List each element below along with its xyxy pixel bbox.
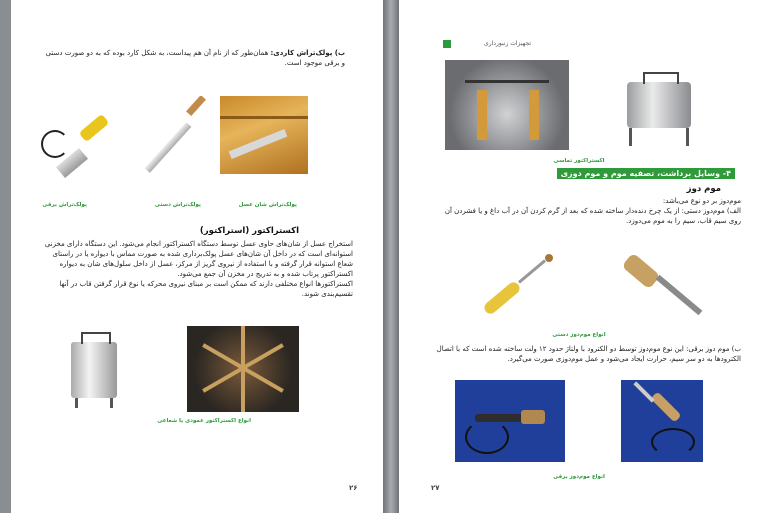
caption-electric-wax-tools: انواع موم‌دوز برقی [553,474,605,480]
wax-line: الف) موم‌دوز دستی: از یک چرخ دنده‌دار ساخته شده که بعد از گرم کردن آن در آب داغ و یا فشردن آن [444,207,741,215]
left-page-number: ۲۶ [349,484,358,492]
right-page [399,0,768,513]
manual-wax-tool-photo [611,252,703,324]
extractor-line: تقسیم‌بندی شوند. [301,290,353,298]
right-page-number: ۲۷ [431,484,440,492]
manual-wax-tool-photo [471,252,561,324]
wax-line: روی سیم قاب، سیم را به موم می‌دوزد. [626,217,741,225]
extractor-line: اکستراکتور پرتاب شده و به تدریج در مخزن آن جمع می‌شود. [177,270,353,278]
vertical-extractor-photo [63,328,125,410]
extractor-line: شعاع استوانه قرار گرفته و با استفاده از نیروی گریز از مرکز، عسل از داخل سلول‌های شان به دیواره [59,260,353,268]
item-b-paragraph [45,48,345,68]
item-b-title: ب) پولک‌تراش کاردی: [270,49,345,57]
wax-paragraph [409,196,741,226]
manual-knife-photo [129,96,213,192]
electric-wax-tool-photo [621,380,703,462]
header-marker [443,40,451,48]
extractor-line: استخراج عسل از شان‌های حاوی عسل توسط دستگاه اکستراکتور انجام می‌شود. این دستگاه دارای مخزنی [44,240,353,248]
electric-wax-tool-photo [455,380,565,462]
book-gutter [383,0,399,513]
electric-knife-photo [37,96,121,192]
extractor-title: اکستراکتور (استراکتور) [199,226,299,236]
extractor-line: استوانه‌ای است که در داخل آن شان‌های عسل پولک‌برداری شده به صورت مماس با دیواره یا در راستای [52,250,353,258]
electric-line: الکترودها به دو سر سیم، حرارت ایجاد می‌شود و عمل موم‌دوزی صورت می‌گیرد. [507,355,741,363]
electric-paragraph [409,344,741,364]
caption-electric-knife: پولک‌تراش برقی [42,202,87,208]
left-page [11,0,383,513]
section-banner: ۴- وسایل برداشت، تصفیه موم و موم دوزی [557,168,735,179]
extractor-interior-photo [187,326,299,412]
tangential-extractor-interior-photo [445,60,569,150]
tangential-extractor-photo [621,60,697,150]
caption-manual-wax-tools: انواع موم‌دوز دستی [552,332,606,338]
caption-tangential-extractor: اکستراکتور تماسی [553,158,605,164]
electric-line: ب) موم دوز برقی: این نوع موم‌دوز توسط دو الکترود با ولتاژ حدود ۱۲ ولت ساخته شده است که با اتصال [436,345,741,353]
item-b-body: همان‌طور که از نام آن هم پیداست، به شکل کارد بوده که به دو صورت دستی و برقی موجود است. [45,49,345,67]
page-header: تجهیزات زنبورداری [484,40,531,47]
honey-frame-photo [220,96,308,174]
wax-title: موم دوز [686,184,721,194]
extractor-paragraph [23,239,353,299]
caption-vertical-extractor: انواع اکستراکتور عمودی یا شعاعی [157,418,251,424]
caption-honey-frame: پولک‌تراش شان عسل [238,202,297,208]
extractor-line: اکستراکتورها انواع مختلفی دارند که ممکن است بر مبنای نیروی محرکه یا نوع قرار گرفتن قاب در آنها [59,280,353,288]
caption-manual-knife: پولک‌تراش دستی [154,202,201,208]
wax-line: موم‌دوز بر دو نوع می‌باشد: [662,197,741,205]
